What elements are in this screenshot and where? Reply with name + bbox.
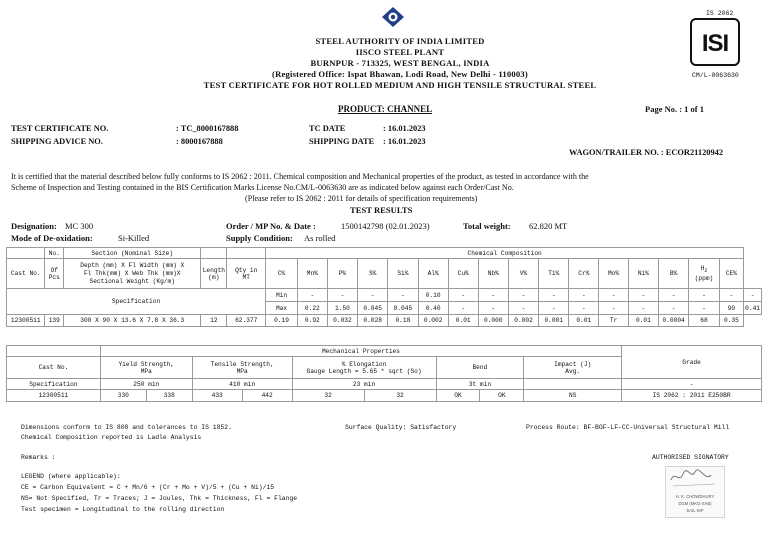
svg-text:H. K. CHOWDHURY: H. K. CHOWDHURY <box>675 494 715 499</box>
min-cell: - <box>744 289 762 302</box>
header-cell <box>201 248 227 259</box>
header-chemical: Chemical Composition <box>266 248 744 259</box>
svg-text:ISI: ISI <box>701 30 729 57</box>
qty: 62.377 <box>227 315 266 327</box>
remarks-label: Remarks : <box>21 454 56 461</box>
svg-text:DGM (MKG-SAB): DGM (MKG-SAB) <box>678 501 712 506</box>
max-cell: - <box>448 302 478 315</box>
element-header: Cu% <box>448 259 478 289</box>
spec-elongation: 23 min <box>292 379 436 390</box>
cast-no: 12300511 <box>7 315 45 327</box>
designation-value: MC 300 <box>65 221 94 231</box>
deoxidation-value: Si-Killed <box>118 233 150 243</box>
chem-value: 0.001 <box>539 315 569 327</box>
spec-bend: 3t min <box>436 379 524 390</box>
chem-value: 0.35 <box>719 315 744 327</box>
header-of-pcs: Of Pcs <box>45 259 64 289</box>
element-header: Si% <box>388 259 418 289</box>
tc-date-label: TC DATE <box>309 124 346 133</box>
legend-abbreviations: NS= Not Specified, Tr = Traces; J = Joules, Thk = Thickness, Fl = Flange <box>21 495 298 502</box>
spec-label: Specification <box>7 379 101 390</box>
element-header: Cr% <box>569 259 599 289</box>
max-cell: - <box>599 302 629 315</box>
chem-value: Tr <box>599 315 629 327</box>
header-tensile: Tensile Strength, MPa <box>192 357 292 379</box>
element-header: C% <box>266 259 298 289</box>
grade: IS 2062 : 2011 E250BR <box>622 390 762 402</box>
element-header: S% <box>358 259 388 289</box>
header-yield: Yield Strength, MPa <box>100 357 192 379</box>
min-cell: - <box>478 289 508 302</box>
bend-2: OK <box>480 390 524 402</box>
deoxidation-label: Mode of De-oxidation: <box>11 233 93 243</box>
element-header: CE% <box>719 259 744 289</box>
certificate-title: TEST CERTIFICATE FOR HOT ROLLED MEDIUM AND HIGH TENSILE STRUCTURAL STEEL <box>203 80 597 90</box>
note-process-route: Process Route: BF-BOF-LF-CC-Universal Structural Mill <box>526 424 730 431</box>
cast-no: 12300511 <box>7 390 101 402</box>
min-cell: - <box>358 289 388 302</box>
max-cell: - <box>508 302 538 315</box>
max-cell: 0.045 <box>358 302 388 315</box>
yield-1: 330 <box>100 390 146 402</box>
header-dims: Depth (mm) X Fl Width (mm) X Fl Thk(mm) X Web Thk (mm)X Sectional Weight (Kg/m) <box>64 259 201 289</box>
min-cell: - <box>539 289 569 302</box>
test-results-heading: TEST RESULTS <box>350 205 413 215</box>
shipping-advice-label: SHIPPING ADVICE NO. <box>11 137 103 146</box>
max-cell: 0.41 <box>744 302 762 315</box>
chem-value: 0.002 <box>508 315 538 327</box>
supply-label: Supply Condition: <box>226 233 293 243</box>
element-header: Ti% <box>539 259 569 289</box>
chemical-composition-table <box>6 247 762 327</box>
max-cell: - <box>628 302 658 315</box>
max-cell: 1.50 <box>327 302 357 315</box>
designation-label: Designation: <box>11 221 57 231</box>
legend-title: LEGEND (where applicable): <box>21 473 121 480</box>
element-header-h2: $H_2$ (ppm) <box>689 259 719 289</box>
max-cell: - <box>539 302 569 315</box>
max-cell: - <box>478 302 508 315</box>
element-header: Nb% <box>478 259 508 289</box>
registered-office: (Registered Office: Ispat Bhawan, Lodi Road, New Delhi - 110003) <box>272 69 528 79</box>
wagon-number: WAGON/TRAILER NO. : ECOR21120942 <box>569 148 724 157</box>
svg-text:SAIL-ISP: SAIL-ISP <box>686 508 704 513</box>
certify-text-3: (Please refer to IS 2062 : 2011 for details of specification requirements) <box>245 194 478 203</box>
chem-value: 0.01 <box>569 315 599 327</box>
page-number: Page No. : 1 of 1 <box>645 104 705 114</box>
max-label: Max <box>266 302 298 315</box>
spec-tensile: 410 min <box>192 379 292 390</box>
tensile-2: 442 <box>242 390 292 402</box>
element-header: Al% <box>418 259 448 289</box>
legend-ce: CE = Carbon Equivalent = C + Mn/6 + (Cr + Mo + V)/5 + (Cu + Ni)/15 <box>21 484 275 491</box>
header-cast: Cast No. <box>7 357 101 379</box>
order-value: 1500142798 (02.01.2023) <box>341 221 430 231</box>
certify-text-1: It is certified that the material described below fully conforms to IS 2062 : 2011. Chemical composition and Mechanical properties of the product, as tested in accordance with the <box>11 172 589 181</box>
plant-name: IISCO STEEL PLANT <box>355 47 445 57</box>
min-label: Min <box>266 289 298 302</box>
weight-label: Total weight: <box>463 221 511 231</box>
element-header: P% <box>327 259 357 289</box>
min-cell: - <box>569 289 599 302</box>
max-cell: - <box>689 302 719 315</box>
signature-stamp <box>665 466 725 518</box>
min-cell: - <box>297 289 327 302</box>
org-name: STEEL AUTHORITY OF INDIA LIMITED <box>315 36 485 46</box>
product-label: PRODUCT: CHANNEL <box>338 104 433 114</box>
spec-impact <box>524 379 622 390</box>
header-elongation: % Elongation Gauge Length = 5.65 * sqrt (So) <box>292 357 436 379</box>
impact: NS <box>524 390 622 402</box>
min-cell: - <box>388 289 418 302</box>
standard-label: IS 2062 <box>706 10 734 17</box>
max-cell: - <box>658 302 689 315</box>
element-header: B% <box>658 259 689 289</box>
element-header: Mo% <box>599 259 629 289</box>
max-cell: 90 <box>719 302 744 315</box>
plant-address: BURNPUR - 713325, WEST BENGAL, INDIA <box>310 58 490 68</box>
header-no: No. <box>45 248 64 259</box>
min-cell: - <box>658 289 689 302</box>
isi-mark-icon <box>690 18 740 66</box>
min-cell: - <box>508 289 538 302</box>
chem-value: 0.000 <box>478 315 508 327</box>
elongation-1: 32 <box>292 390 364 402</box>
sail-logo-icon <box>381 6 405 28</box>
element-header: Ni% <box>628 259 658 289</box>
min-cell: 0.10 <box>418 289 448 302</box>
header-qty: Qty in MT <box>227 259 266 289</box>
max-cell: - <box>569 302 599 315</box>
chem-value: 0.028 <box>358 315 388 327</box>
element-header: V% <box>508 259 538 289</box>
shipping-advice-value: : 8000167888 <box>176 137 223 146</box>
header-cast: Cast No. <box>7 259 45 289</box>
note-chemical: Chemical Composition reported is Ladle Analysis <box>21 434 202 441</box>
min-cell: - <box>599 289 629 302</box>
min-cell: - <box>689 289 719 302</box>
pcs: 139 <box>45 315 64 327</box>
license-label: CM/L-0063630 <box>692 72 739 79</box>
certify-text-2: Scheme of Inspection and Testing contained in the BIS Certification Marks License No.CM/L-0063630 are as indicated below against each Order/Cast No. <box>11 183 514 192</box>
header-length: Length (m) <box>201 259 227 289</box>
header-mech: Mechanical Properties <box>100 346 621 357</box>
header-cell <box>7 248 45 259</box>
tc-no-value: : TC_8000167888 <box>176 124 239 133</box>
max-cell: 0.40 <box>418 302 448 315</box>
header-bend: Bend <box>436 357 524 379</box>
order-label: Order / MP No. & Date : <box>226 221 316 231</box>
header-impact: Impact (J) Avg. <box>524 357 622 379</box>
header-grade: Grade <box>622 346 762 379</box>
min-cell: - <box>628 289 658 302</box>
note-surface: Surface Quality: Satisfactory <box>345 424 457 431</box>
legend-specimen: Test specimen = Longitudinal to the rolling direction <box>21 506 225 513</box>
chem-value: 0.01 <box>448 315 478 327</box>
elongation-2: 32 <box>364 390 436 402</box>
note-dimensions: Dimensions conform to IS 808 and tolerances to IS 1852. <box>21 424 232 431</box>
mechanical-properties-table <box>6 345 762 402</box>
chem-value: 0.18 <box>388 315 418 327</box>
chem-value: 0.002 <box>418 315 448 327</box>
tc-no-label: TEST CERTIFICATE NO. <box>11 124 109 133</box>
min-cell: - <box>719 289 744 302</box>
section-dims: 300 X 90 X 13.6 X 7.8 X 36.3 <box>64 315 201 327</box>
bend-1: OK <box>436 390 480 402</box>
max-cell: 0.045 <box>388 302 418 315</box>
chem-value: 0.0004 <box>658 315 689 327</box>
header-cell <box>7 346 101 357</box>
header-section: Section (Nominal Size) <box>64 248 201 259</box>
supply-value: As rolled <box>304 233 336 243</box>
chem-value: 0.92 <box>297 315 327 327</box>
shipping-date-label: SHIPPING DATE <box>309 137 375 146</box>
table-row <box>7 315 762 327</box>
spec-grade: - <box>622 379 762 390</box>
tc-date-value: : 16.01.2023 <box>383 124 426 133</box>
spec-label: Specification <box>7 289 266 315</box>
max-cell: 0.22 <box>297 302 327 315</box>
min-cell: - <box>448 289 478 302</box>
weight-value: 62.820 MT <box>529 221 568 231</box>
chem-value: 0.19 <box>266 315 298 327</box>
authorised-signatory: AUTHORISED SIGNATORY <box>652 454 729 461</box>
chem-value: 0.01 <box>628 315 658 327</box>
chem-value: 0.032 <box>327 315 357 327</box>
chem-value: 68 <box>689 315 719 327</box>
table-row <box>7 390 762 402</box>
min-cell: - <box>327 289 357 302</box>
yield-2: 338 <box>146 390 192 402</box>
shipping-date-value: : 16.01.2023 <box>383 137 426 146</box>
element-header: Mn% <box>297 259 327 289</box>
tensile-1: 433 <box>192 390 242 402</box>
header-cell <box>227 248 266 259</box>
length: 12 <box>201 315 227 327</box>
spec-yield: 250 min <box>100 379 192 390</box>
